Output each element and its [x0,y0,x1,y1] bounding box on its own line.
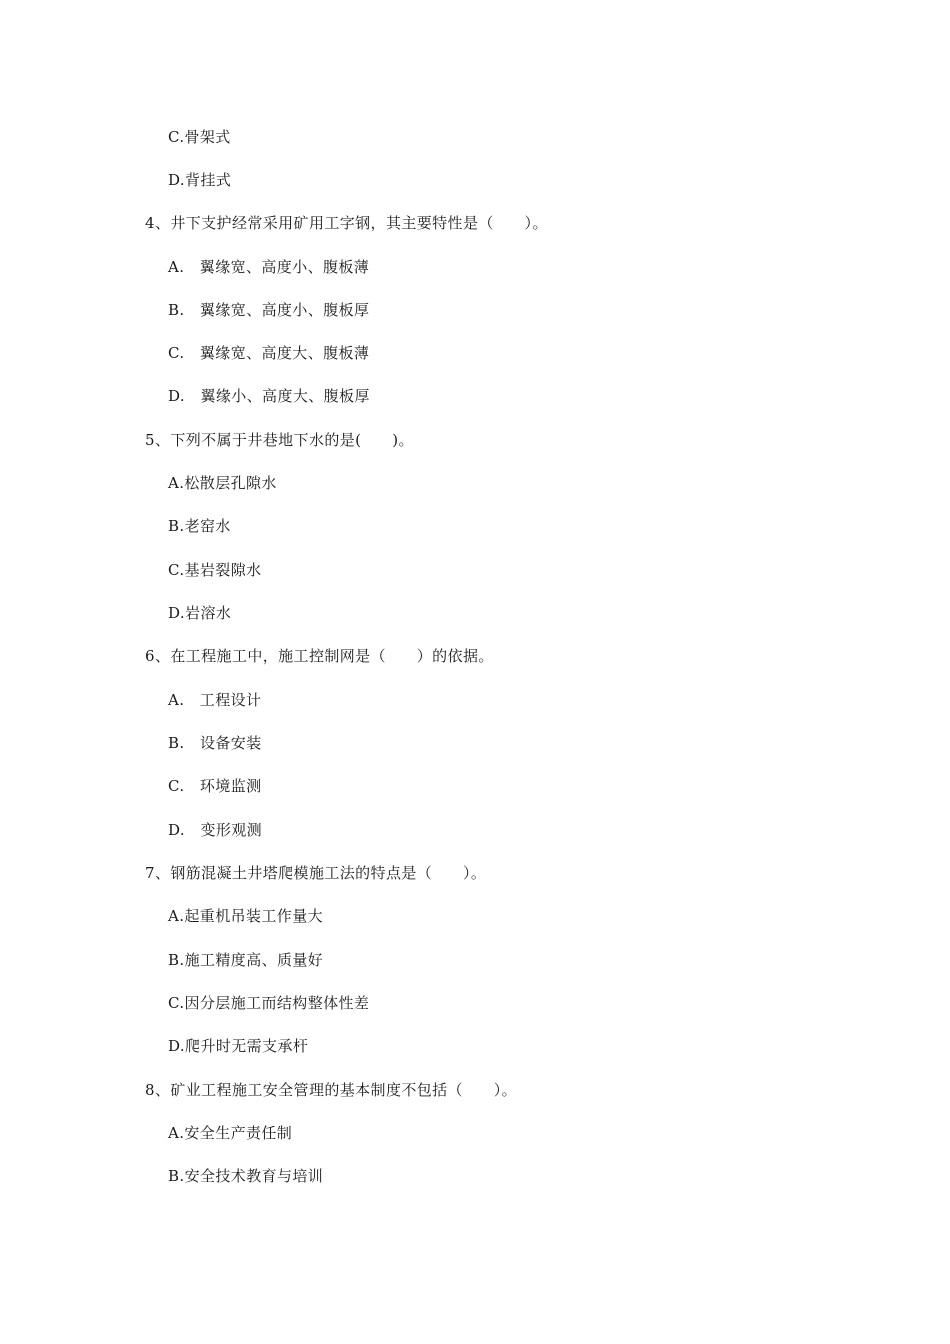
option-6b: B. 设备安装 [168,734,262,752]
option-4a: A. 翼缘宽、高度小、腹板薄 [168,258,370,276]
option-7d: D.爬升时无需支承杆 [168,1037,309,1055]
option-3d: D.背挂式 [168,171,232,189]
option-8b: B.安全技术教育与培训 [168,1167,324,1185]
option-4b: B. 翼缘宽、高度小、腹板厚 [168,301,370,319]
option-3c: C.骨架式 [168,128,231,146]
option-7c: C.因分层施工而结构整体性差 [168,994,370,1012]
option-5c: C.基岩裂隙水 [168,561,262,579]
question-5: 5、下列不属于井巷地下水的是( )。 [145,431,414,449]
question-6: 6、在工程施工中，施工控制网是（ ）的依据。 [145,647,494,665]
question-7: 7、钢筋混凝土井塔爬模施工法的特点是（ ）。 [145,864,487,882]
option-8a: A.安全生产责任制 [168,1124,293,1142]
question-4: 4、井下支护经常采用矿用工字钢，其主要特性是（ ）。 [145,214,548,232]
question-8: 8、矿业工程施工安全管理的基本制度不包括（ ）。 [145,1081,518,1099]
option-5b: B.老窑水 [168,517,231,535]
option-5d: D.岩溶水 [168,604,232,622]
option-7a: A.起重机吊装工作量大 [168,907,324,925]
option-7b: B.施工精度高、质量好 [168,951,324,969]
option-5a: A.松散层孔隙水 [168,474,277,492]
option-4d: D. 翼缘小、高度大、腹板厚 [168,387,370,405]
option-4c: C. 翼缘宽、高度大、腹板薄 [168,344,370,362]
option-6d: D. 变形观测 [168,821,263,839]
option-6c: C. 环境监测 [168,777,262,795]
option-6a: A. 工程设计 [168,691,262,709]
